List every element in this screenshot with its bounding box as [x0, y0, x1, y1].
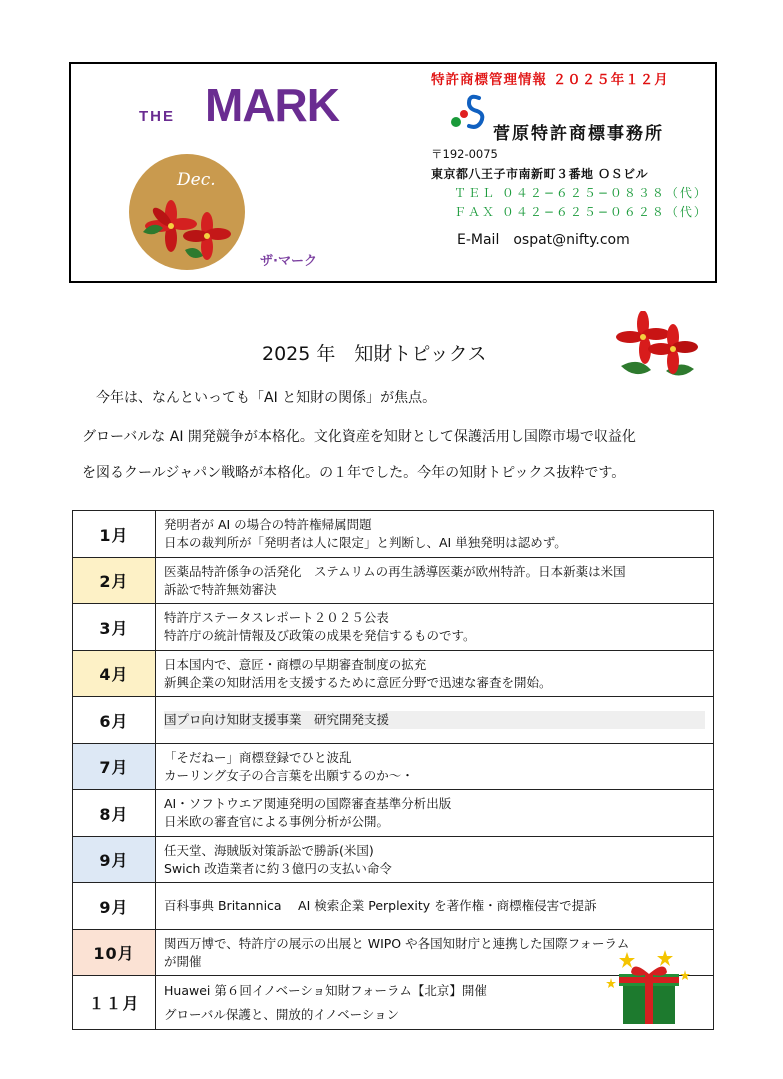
topic-cell: 日本国内で、意匠・商標の早期審査制度の拡充 新興企業の知財活用を支援するために意匠分野で迅速な審査を開始。 — [156, 651, 714, 697]
month-cell: 6月 — [73, 697, 156, 744]
intro-line-3: を図るクールジャパン戦略が本格化。の１年でした。今年の知財トピックス抜粋です。 — [82, 465, 626, 481]
topic-cell: 特許庁ステータスレポート２０２５公表 特許庁の統計情報及び政策の成果を発信するものです。 — [156, 604, 714, 651]
email-address[interactable]: ospat@nifty.com — [513, 232, 630, 248]
month-cell: 9月 — [73, 837, 156, 883]
topic-cell: 任天堂、海賊版対策訴訟で勝訴(米国) Swich 改造業者に約３億円の支払い命令 — [156, 837, 714, 883]
month-cell: 9月 — [73, 883, 156, 930]
table-row — [73, 604, 714, 651]
month-cell: 1月 — [73, 511, 156, 558]
topic-cell: AI・ソフトウエア関連発明の国際審査基準分析出版 日米欧の審査官による事例分析が公開。 — [156, 790, 714, 837]
gift-box-icon — [605, 948, 693, 1028]
fax: ＦＡＸ ０４２−６２５−０６２８（代） — [454, 205, 708, 219]
firm-logo-icon — [449, 92, 485, 132]
month-cell: 10月 — [73, 930, 156, 976]
month-cell: 2月 — [73, 558, 156, 604]
za-mark-label: ザ·マーク — [260, 254, 317, 269]
poinsettia-decoration-icon — [611, 311, 701, 381]
email-label: E-Mail — [457, 232, 500, 248]
month-cell: １１月 — [73, 976, 156, 1030]
month-cell: 7月 — [73, 744, 156, 790]
newsletter-header — [69, 62, 717, 283]
poinsettia-icon — [129, 154, 245, 270]
table-row — [73, 790, 714, 837]
topic-cell: 医薬品特許係争の活発化 ステムリムの再生誘導医薬が欧州特許。日本新薬は米国 訴訟で特許無効審決 — [156, 558, 714, 604]
issue-date: 特許商標管理情報 ２０２５年１２月 — [431, 72, 669, 88]
topic-cell: 「そだねー」商標登録でひと波乱 カーリング女子の合言葉を出願するのか〜・ — [156, 744, 714, 790]
dec-label: Dec. — [177, 170, 216, 190]
table-row — [73, 697, 714, 744]
topic-cell: 発明者が AI の場合の特許権帰属問題 日本の裁判所が「発明者は人に限定」と判断し、AI 単独発明は認めず。 — [156, 511, 714, 558]
month-cell: 8月 — [73, 790, 156, 837]
topic-cell: 関西万博で、特許庁の展示の出展と WIPO や各国知財庁と連携した国際フォーラム が開催 — [156, 930, 714, 976]
email-line — [457, 232, 630, 248]
telephone: ＴＥＬ ０４２−６２５−０８３８（代） — [454, 186, 708, 200]
table-row — [73, 883, 714, 930]
table-row — [73, 511, 714, 558]
the-label: THE — [139, 108, 175, 125]
mark-logo-text: MARK — [205, 79, 339, 131]
topic-cell: 国プロ向け知財支援事業 研究開発支援 — [156, 697, 714, 744]
page-title: 2025 年 知財トピックス — [262, 343, 487, 365]
table-row — [73, 651, 714, 697]
topic-cell: 百科事典 Britannica AI 検索企業 Perplexity を著作権・商標権侵害で提訴 — [156, 883, 714, 930]
month-cell: 4月 — [73, 651, 156, 697]
december-poinsettia-badge — [129, 154, 245, 270]
firm-name: 菅原特許商標事務所 — [493, 124, 664, 144]
intro-line-2: グローバルな AI 開発競争が本格化。文化資産を知財として保護活用し国際市場で収益化 — [82, 429, 636, 445]
table-row — [73, 744, 714, 790]
topic-cell: Huawei 第６回イノベーショ知財フォーラム【北京】開催 グローバル保護と、開放的イノベーション — [156, 976, 714, 1030]
table-row — [73, 558, 714, 604]
intro-line-1: 今年は、なんといっても「AI と知財の関係」が焦点。 — [96, 390, 437, 406]
table-row — [73, 837, 714, 883]
postal-code: 〒192-0075 — [431, 147, 498, 161]
firm-address: 東京都八王子市南新町３番地 ＯＳビル — [431, 167, 649, 181]
month-cell: 3月 — [73, 604, 156, 651]
